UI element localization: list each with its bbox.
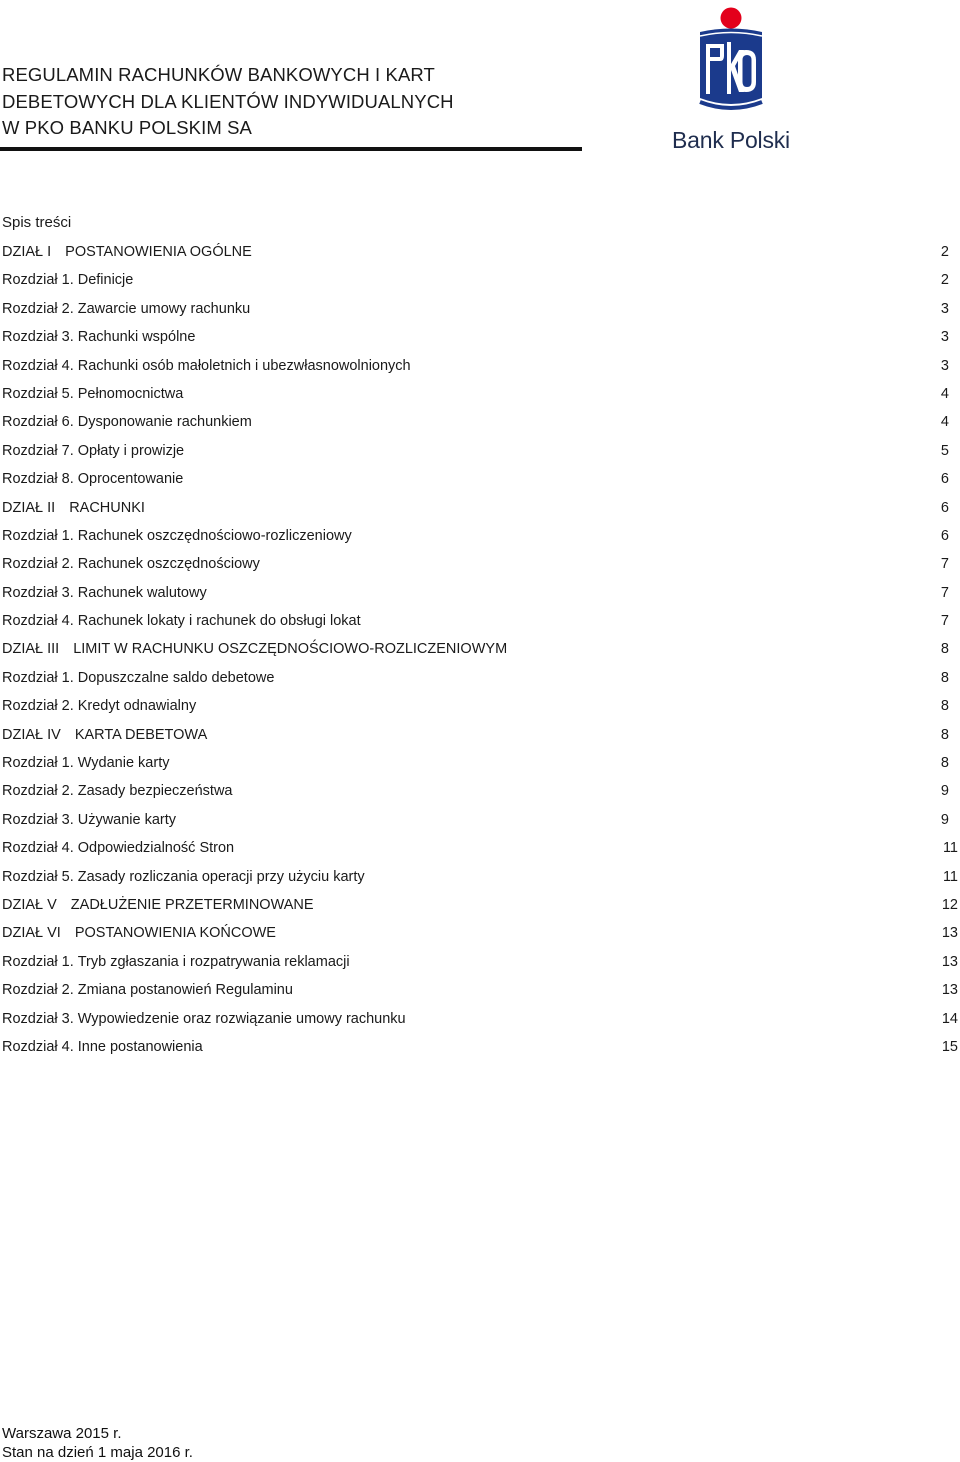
toc-entry-number: Rozdział 3. (2, 1010, 74, 1027)
toc-entry-page-number: 5 (940, 442, 949, 459)
toc-entry-page-number: 8 (940, 755, 949, 772)
toc-entry-label (2, 579, 207, 607)
toc-entry-title: Rachunek oszczędnościowo-rozliczeniowy (77, 527, 352, 544)
toc-division-row[interactable] (2, 238, 958, 266)
toc-entry-label (2, 437, 184, 465)
toc-entry-page-number: 3 (940, 300, 949, 317)
toc-entry-page-number: 9 (940, 783, 949, 800)
toc-entry-title: POSTANOWIENIA OGÓLNE (65, 244, 252, 260)
toc-chapter-row[interactable] (2, 579, 958, 607)
toc-entry-page-number: 15 (941, 1038, 958, 1055)
toc-entry-page-number: 8 (940, 641, 949, 658)
toc-division-row[interactable] (2, 721, 958, 749)
toc-entry-title: Inne postanowienia (77, 1038, 203, 1055)
toc-entry-label (2, 749, 169, 777)
toc-entry-page-number: 8 (940, 698, 949, 715)
document-title (2, 62, 562, 142)
toc-entry-label (2, 919, 276, 947)
toc-division-row[interactable] (2, 891, 958, 919)
toc-entry-number: DZIAŁ II (2, 499, 56, 516)
toc-entry-number: Rozdział 2. (2, 300, 74, 317)
toc-entry-label (2, 550, 260, 578)
toc-entry-label (2, 494, 145, 522)
toc-entry-number: Rozdział 2. (2, 698, 74, 715)
toc-entry-label (2, 323, 195, 351)
toc-entry-label (2, 948, 350, 976)
toc-entry-page-number: 2 (940, 244, 949, 260)
toc-chapter-row[interactable] (2, 266, 958, 294)
toc-entry-page-number: 11 (942, 840, 958, 857)
title-line-2: DEBETOWYCH DLA KLIENTÓW INDYWIDUALNYCH (2, 90, 454, 112)
toc-entry-label (2, 465, 183, 493)
toc-entry-label (2, 635, 507, 663)
toc-entry-number: Rozdział 1. (2, 669, 74, 686)
toc-entry-label (2, 295, 250, 323)
toc-entry-label (2, 380, 183, 408)
toc-entry-number: Rozdział 2. (2, 556, 74, 573)
title-line-3: W PKO BANKU POLSKIM SA (2, 117, 252, 138)
toc-entry-number: DZIAŁ I (2, 244, 52, 260)
toc-entry-title: Zasady rozliczania operacji przy użyciu karty (77, 868, 365, 885)
toc-chapter-row[interactable] (2, 834, 958, 862)
toc-chapter-row[interactable] (2, 1033, 958, 1061)
toc-entry-page-number: 12 (941, 896, 958, 913)
footer-status-date: Stan na dzień 1 maja 2016 r. (2, 1444, 193, 1461)
toc-entry-page-number: 8 (940, 726, 949, 743)
toc-entry-label (2, 806, 176, 834)
toc-chapter-row[interactable] (2, 777, 958, 805)
toc-entry-title: Kredyt odnawialny (77, 698, 197, 715)
toc-entry-number: Rozdział 3. (2, 329, 74, 346)
toc-entry-title: KARTA DEBETOWA (74, 726, 208, 743)
toc-chapter-row[interactable] (2, 976, 958, 1004)
toc-entry-number: Rozdział 4. (2, 1038, 74, 1055)
toc-chapter-row[interactable] (2, 408, 958, 436)
toc-entry-number: DZIAŁ VI (2, 925, 61, 942)
toc-entry-title: Rachunek lokaty i rachunek do obsługi lokat (77, 613, 361, 630)
toc-entry-number: Rozdział 3. (2, 584, 74, 601)
toc-entry-page-number: 8 (940, 669, 949, 686)
toc-chapter-row[interactable] (2, 437, 958, 465)
toc-entry-number: Rozdział 3. (2, 811, 74, 828)
toc-chapter-row[interactable] (2, 380, 958, 408)
toc-entry-title: Rachunek oszczędnościowy (77, 556, 260, 573)
toc-entry-number: Rozdział 4. (2, 357, 74, 374)
toc-entry-label (2, 266, 133, 294)
toc-chapter-row[interactable] (2, 550, 958, 578)
toc-entry-title: Wydanie karty (77, 755, 170, 772)
toc-entry-label (2, 891, 314, 919)
toc-entry-label (2, 352, 411, 380)
toc-chapter-row[interactable] (2, 863, 958, 891)
toc-entry-title: LIMIT W RACHUNKU OSZCZĘDNOŚCIOWO-ROZLICZENIOWYM (73, 641, 508, 658)
toc-entry-page-number: 13 (941, 925, 958, 942)
toc-entry-title: Pełnomocnictwa (77, 385, 184, 402)
toc-entry-number: DZIAŁ IV (2, 726, 61, 743)
toc-heading: Spis treści (2, 214, 72, 231)
toc-entry-number: Rozdział 7. (2, 442, 74, 459)
toc-entry-title: POSTANOWIENIA KOŃCOWE (74, 925, 276, 942)
toc-entry-page-number: 6 (940, 471, 949, 488)
toc-entry-page-number: 7 (940, 584, 949, 601)
toc-entry-number: Rozdział 2. (2, 982, 74, 999)
toc-entry-label (2, 692, 196, 720)
toc-entry-page-number: 4 (940, 385, 949, 402)
toc-chapter-row[interactable] (2, 749, 958, 777)
toc-entry-page-number: 3 (940, 357, 949, 374)
title-underline (0, 147, 582, 151)
toc-chapter-row[interactable] (2, 1005, 958, 1033)
toc-entry-number: DZIAŁ V (2, 896, 57, 913)
toc-entry-title: Tryb zgłaszania i rozpatrywania reklamacji (77, 953, 350, 970)
toc-division-row[interactable] (2, 494, 958, 522)
toc-entry-title: Rachunki wspólne (77, 329, 196, 346)
toc-entry-label (2, 834, 234, 862)
bank-logo (672, 4, 790, 154)
toc-entry-page-number: 11 (942, 868, 958, 885)
toc-entry-number: Rozdział 2. (2, 783, 74, 800)
toc-entry-title: Rachunek walutowy (77, 584, 207, 601)
toc-chapter-row[interactable] (2, 295, 958, 323)
toc-entry-title: Zasady bezpieczeństwa (77, 783, 233, 800)
toc-entry-title: Dysponowanie rachunkiem (77, 414, 252, 431)
toc-entry-title: Zmiana postanowień Regulaminu (77, 982, 293, 999)
pko-coin-logo-icon (694, 6, 768, 118)
toc-entry-title: Wypowiedzenie oraz rozwiązanie umowy rachunku (77, 1010, 406, 1027)
toc-chapter-row[interactable] (2, 465, 958, 493)
toc-entry-title: ZADŁUŻENIE PRZETERMINOWANE (70, 896, 314, 913)
toc-entry-page-number: 3 (940, 329, 949, 346)
toc-chapter-row[interactable] (2, 607, 958, 635)
toc-entry-label (2, 408, 252, 436)
toc-entry-title: Opłaty i prowizje (77, 442, 185, 459)
title-line-1: REGULAMIN RACHUNKÓW BANKOWYCH I KART (2, 64, 435, 85)
toc-chapter-row[interactable] (2, 664, 958, 692)
logo-wordmark: Bank Polski (672, 127, 790, 153)
toc-entry-page-number: 9 (940, 811, 949, 828)
toc-entry-label (2, 238, 252, 266)
toc-entry-title: Dopuszczalne saldo debetowe (77, 669, 275, 686)
toc-entry-number: Rozdział 1. (2, 755, 74, 772)
toc-entry-label (2, 777, 232, 805)
toc-chapter-row[interactable] (2, 522, 958, 550)
toc-chapter-row[interactable] (2, 806, 958, 834)
toc-entry-number: Rozdział 6. (2, 414, 74, 431)
toc-entry-label (2, 664, 274, 692)
toc-entry-number: Rozdział 5. (2, 385, 74, 402)
table-of-contents (2, 238, 958, 1061)
toc-entry-page-number: 6 (940, 499, 949, 516)
toc-entry-page-number: 13 (941, 982, 958, 999)
toc-entry-number: DZIAŁ III (2, 641, 60, 658)
toc-entry-number: Rozdział 4. (2, 840, 74, 857)
toc-entry-title: RACHUNKI (69, 499, 145, 516)
toc-entry-label (2, 522, 352, 550)
toc-entry-title: Używanie karty (77, 811, 177, 828)
toc-entry-title: Zawarcie umowy rachunku (77, 300, 251, 317)
toc-entry-label (2, 607, 361, 635)
toc-entry-page-number: 7 (940, 556, 949, 573)
toc-entry-page-number: 2 (940, 272, 949, 289)
toc-entry-number: Rozdział 5. (2, 868, 74, 885)
toc-entry-label (2, 721, 207, 749)
toc-entry-number: Rozdział 1. (2, 953, 74, 970)
toc-division-row[interactable] (2, 635, 958, 663)
toc-entry-title: Oprocentowanie (77, 471, 184, 488)
toc-entry-page-number: 7 (940, 613, 949, 630)
toc-chapter-row[interactable] (2, 692, 958, 720)
document-footer (2, 1424, 193, 1462)
toc-entry-label (2, 976, 293, 1004)
toc-chapter-row[interactable] (2, 323, 958, 351)
toc-entry-label (2, 863, 365, 891)
toc-chapter-row[interactable] (2, 352, 958, 380)
toc-entry-label (2, 1033, 203, 1061)
toc-entry-title: Definicje (77, 272, 134, 289)
toc-division-row[interactable] (2, 919, 958, 947)
toc-entry-number: Rozdział 4. (2, 613, 74, 630)
toc-chapter-row[interactable] (2, 948, 958, 976)
toc-entry-page-number: 4 (940, 414, 949, 431)
toc-entry-number: Rozdział 1. (2, 272, 74, 289)
toc-entry-title: Odpowiedzialność Stron (77, 840, 235, 857)
footer-place-date: Warszawa 2015 r. (2, 1425, 122, 1442)
toc-entry-number: Rozdział 8. (2, 471, 74, 488)
toc-entry-page-number: 13 (941, 953, 958, 970)
toc-entry-label (2, 1005, 406, 1033)
toc-entry-page-number: 14 (941, 1010, 958, 1027)
toc-entry-title: Rachunki osób małoletnich i ubezwłasnowolnionych (77, 357, 411, 374)
toc-entry-number: Rozdział 1. (2, 527, 74, 544)
toc-entry-page-number: 6 (940, 527, 949, 544)
